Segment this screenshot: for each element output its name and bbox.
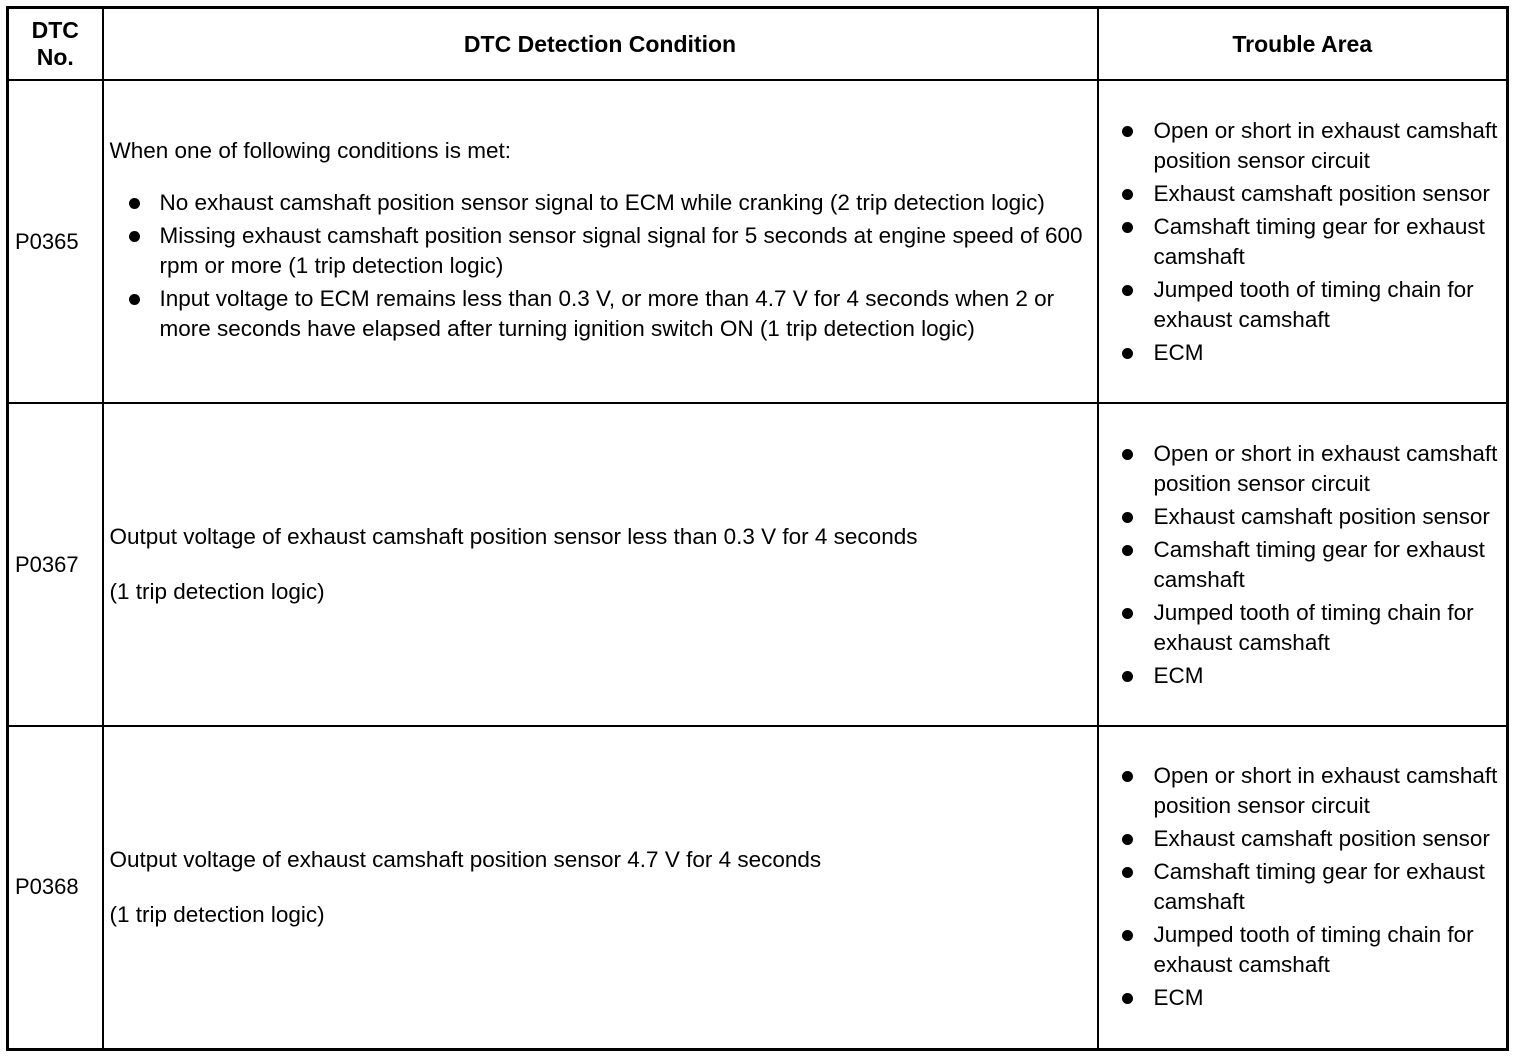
table-row	[8, 403, 1508, 726]
trouble-area	[1098, 80, 1508, 403]
bullet-icon	[1122, 608, 1133, 619]
list-item: Exhaust camshaft position sensor	[1099, 179, 1499, 209]
dtc-table	[6, 6, 1509, 1051]
bullet-icon	[1122, 671, 1133, 682]
trouble-area-list	[1099, 439, 1499, 691]
list-item: Input voltage to ECM remains less than 0.3 V, or more than 4.7 V for 4 seconds when 2 or more seconds have elapsed after turning ignition switch ON (1 trip detection logic)	[110, 284, 1087, 344]
condition-list	[110, 188, 1087, 344]
dtc-code: P0367	[8, 403, 103, 726]
bullet-icon	[129, 294, 140, 305]
list-item: ECM	[1099, 983, 1499, 1013]
trouble-area-list	[1099, 116, 1499, 368]
list-item: ECM	[1099, 661, 1499, 691]
header-dtc-no: DTC No.	[8, 8, 103, 81]
list-item: Jumped tooth of timing chain for exhaust camshaft	[1099, 920, 1499, 980]
condition-logic: (1 trip detection logic)	[109, 901, 325, 927]
detection-condition	[103, 726, 1098, 1049]
detection-condition	[103, 80, 1098, 403]
bullet-icon	[1122, 126, 1133, 137]
header-detection-condition: DTC Detection Condition	[103, 8, 1098, 81]
table-row	[8, 80, 1508, 403]
list-item: Open or short in exhaust camshaft position sensor circuit	[1099, 439, 1499, 499]
list-item: Exhaust camshaft position sensor	[1099, 502, 1499, 532]
table-row	[8, 726, 1508, 1049]
list-item: Camshaft timing gear for exhaust camshaft	[1099, 857, 1499, 917]
list-item: Open or short in exhaust camshaft position sensor circuit	[1099, 116, 1499, 176]
list-item: Camshaft timing gear for exhaust camshaft	[1099, 212, 1499, 272]
bullet-icon	[1122, 834, 1133, 845]
list-item: No exhaust camshaft position sensor signal to ECM while cranking (2 trip detection logic)	[110, 188, 1087, 218]
header-trouble-area: Trouble Area	[1098, 8, 1508, 81]
list-item: Jumped tooth of timing chain for exhaust camshaft	[1099, 598, 1499, 658]
condition-text: Output voltage of exhaust camshaft position sensor less than 0.3 V for 4 seconds	[109, 524, 918, 549]
dtc-code: P0368	[8, 726, 103, 1049]
trouble-area	[1098, 403, 1508, 726]
list-item: Camshaft timing gear for exhaust camshaft	[1099, 535, 1499, 595]
trouble-area	[1098, 726, 1508, 1049]
bullet-icon	[1122, 512, 1133, 523]
bullet-icon	[1122, 867, 1133, 878]
bullet-icon	[1122, 771, 1133, 782]
bullet-icon	[1122, 285, 1133, 296]
bullet-icon	[1122, 993, 1133, 1004]
list-item: ECM	[1099, 338, 1499, 368]
bullet-icon	[129, 198, 140, 209]
detection-condition	[103, 403, 1098, 726]
condition-logic: (1 trip detection logic)	[109, 579, 325, 604]
list-item: Exhaust camshaft position sensor	[1099, 824, 1499, 854]
bullet-icon	[1122, 189, 1133, 200]
list-item: Jumped tooth of timing chain for exhaust camshaft	[1099, 275, 1499, 335]
dtc-code: P0365	[8, 80, 103, 403]
bullet-icon	[1122, 930, 1133, 941]
bullet-icon	[1122, 348, 1133, 359]
bullet-icon	[129, 231, 140, 242]
bullet-icon	[1122, 222, 1133, 233]
list-item: Open or short in exhaust camshaft position sensor circuit	[1099, 761, 1499, 821]
condition-text: Output voltage of exhaust camshaft position sensor 4.7 V for 4 seconds	[109, 846, 822, 872]
bullet-icon	[1122, 545, 1133, 556]
bullet-icon	[1122, 449, 1133, 460]
list-item: Missing exhaust camshaft position sensor signal signal for 5 seconds at engine speed of 600 rpm or more (1 trip detection logic)	[110, 221, 1087, 281]
header-row	[8, 8, 1508, 81]
trouble-area-list	[1099, 761, 1499, 1013]
condition-intro: When one of following conditions is met:	[109, 138, 511, 163]
